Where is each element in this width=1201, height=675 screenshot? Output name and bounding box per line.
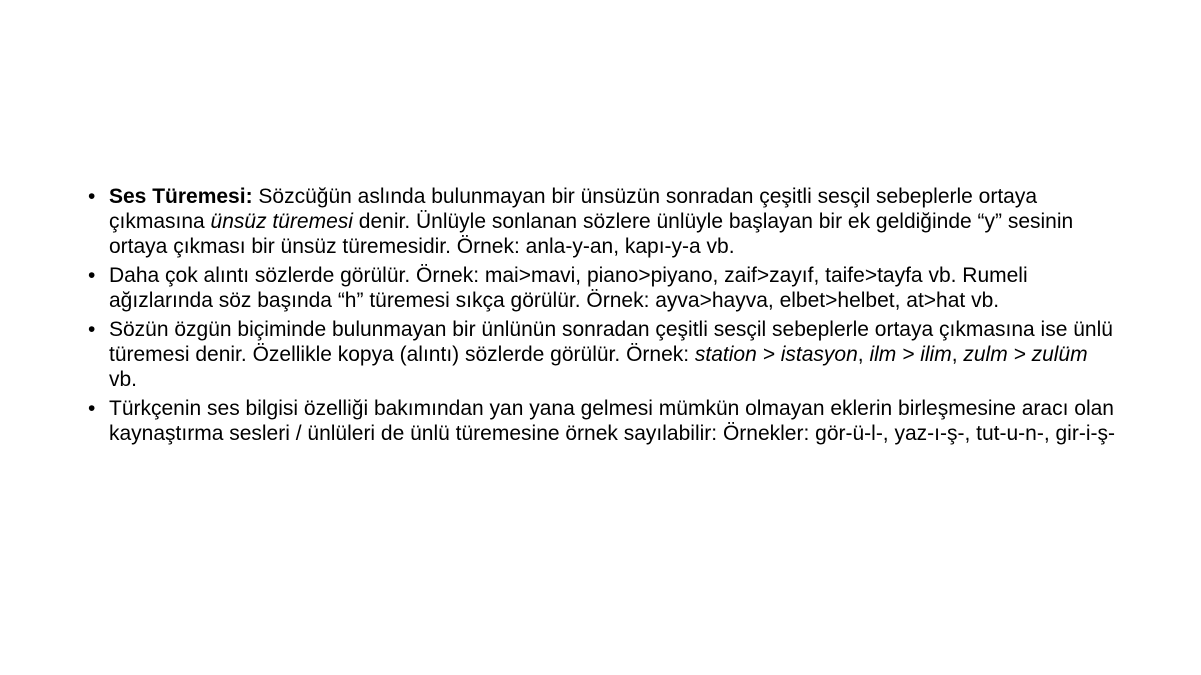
bullet-text: denir. Ünlüyle sonlanan sözlere ünlüyle başlayan bir ek geldiğinde “y” sesinin ortaya çıkması bir ünsüz türemesidir. Örnek: anla-y-an, kapı-y-a vb. [109,210,1074,258]
bullet-emphasis: zulm > zulüm [963,343,1088,366]
bullet-item-3 [88,317,1118,392]
bullet-text: vb. [109,368,138,391]
bullet-list [88,184,1118,450]
bullet-text: Türkçenin ses bilgisi özelliği bakımından yan yana gelmesi mümkün olmayan eklerin birleşmesine aracı olan kaynaştırma sesleri / ünlüleri de ünlü türemesine örnek sayılabilir: Örnekler: gör-ü-l-, yaz-ı-ş-, tut-u-n-, gir-i-ş- [109,397,1115,445]
bullet-emphasis: ilm > ilim [869,343,952,366]
bullet-marker: • [88,185,96,208]
bullet-separator: , [857,343,870,366]
bullet-text: Sözcüğün aslında bulunmayan bir ünsüzün sonradan çeşitli sesçil sebeplerle ortaya çıkmasına [109,185,1038,233]
bullet-item-1 [88,184,1118,259]
bullet-marker: • [88,318,96,341]
bullet-item-2 [88,263,1118,313]
bullet-marker: • [88,397,96,420]
bullet-separator: , [951,343,964,366]
bullet-term: Ses Türemesi: [109,185,253,208]
bullet-emphasis: ünsüz türemesi [210,210,353,233]
bullet-item-4 [88,396,1118,446]
bullet-text: Daha çok alıntı sözlerde görülür. Örnek: mai>mavi, piano>piyano, zaif>zayıf, taife>tayfa vb. Rumeli ağızlarında söz başında “h” türemesi sıkça görülür. Örnek: ayva>hayva, elbet>helbet, at>hat vb. [109,264,1028,312]
bullet-text: Sözün özgün biçiminde bulunmayan bir ünlünün sonradan çeşitli sesçil sebeplerle ortaya çıkmasına ise ünlü türemesi denir. Özellikle kopya (alıntı) sözlerde görülür. Örnek: [109,318,1113,366]
bullet-marker: • [88,264,96,287]
bullet-emphasis: station > istasyon [694,343,858,366]
